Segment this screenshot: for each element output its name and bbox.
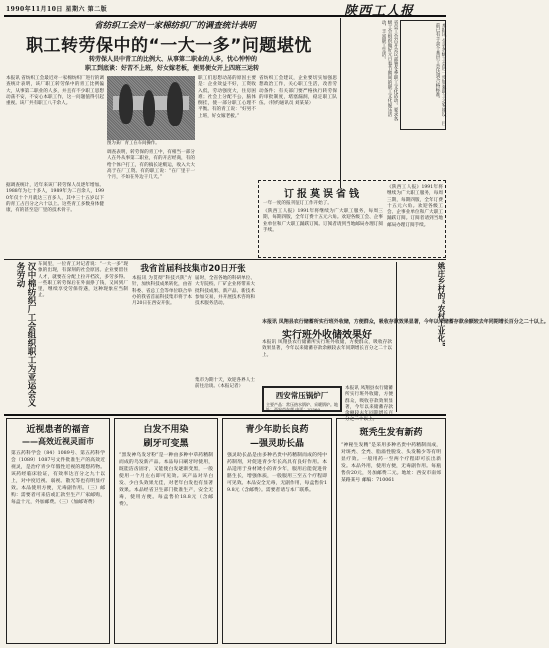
news-box-kicker: 本报讯 凤翔县农行储蓄所实行班外收储，方便群众，吸收存款效果显著，今年以来储蓄存款余额较去年同期增长百分之二十以上。 [262, 319, 549, 325]
side-box-text: 本报讯 全省各级工会进一步加强职工之家建设，目前已有千余个基层工会达到合格标准。 [435, 23, 446, 126]
lead-body-3: 调查表明，转劳保的青工中，有相当一部分人在外从事第二职业，有的开店经商，有的给个体户打工，有的搞长途贩运，收入大大高于在厂工资。有的职工说：“在厂里干一个月，不如在外边干几天。” [107, 150, 195, 181]
lead-headline: 职工转劳保中的“一大一多”问题堪忧 [26, 36, 312, 56]
subscription-ad-body-2: 《陕西工人报》1991年将继续为广大职工服务，每周三期，每期四版，全年订费十五元六角。欢迎各级工会、企事业单位和广大职工踊跃订阅。订阅者请到当地邮局办理订阅手续。 [387, 185, 443, 228]
lead-body-4: 职工们思想动荡的原因主要是：企业效益不好，工资收入低，劳动强度大，住房困难；社会上分配不公，脑体倒挂，使一部分职工心理不平衡。有的青工说：“好男不上班，好女嫁老板。” [198, 76, 256, 119]
bottom-1-body: 第五药科学会（84）1089号、第五药科学会（1089）1087号文件批准生产的高效近视灵，是治疗青少年假性近视的理想药物。该药经临床验证，有效率达百分之九十以上，对中度近视、弱视、散光等也有明显疗效。本品使用方便，无毒副作用。（三）邮购：需要者可来信或汇款至生产厂家邮购，每盒十元，外加邮费。（三）（加邮寄费） [11, 451, 105, 505]
bottom-3-headline: 青少年助长良药 [245, 425, 309, 435]
bottom-3-subhead: —强灵助长晶 [249, 439, 304, 449]
bottom-4-headline: 斑秃生发有新药 [359, 428, 423, 438]
newspaper-logo: 陕西工人报 [344, 4, 415, 19]
bottom-2-body: “黑发神乌发牙粉”是一种由多种中草药精制而成的乌发新产品。本品每日刷牙时使用，既能洁齿固牙，又能使白发逐渐变黑，一般使用一个月左右即可见效。该产品对早白发、少白头效果尤佳，对老年白发也有显著效果。本品经省卫生部门批准生产，安全无毒，使用方便。每盒售价18.8元（含邮费）。 [119, 453, 213, 507]
news-box-body: 本报讯 凤翔县农行储蓄所实行班外收储，方便群众，吸收存款效果显著，今年以来储蓄存款余额较去年同期增长百分之二十以上。 [262, 340, 392, 358]
middle-body-2: 届时，全省各地的科研单位、大专院校、厂矿企业将带来大批科技成果、新产品、新技术参加交易，并开展技术咨询和技术服务活动。 [195, 276, 255, 307]
bottom-1-headline: 近视患者的福音 [26, 425, 90, 435]
middle-left-body: 车间里，一位青工对记者说：“一大一多”现象的出现，有深刻的社会原因。企业要留住人才，就要在分配上拉开档次，多劳多得。一些职工转劳保后在外面挣了钱，又回到厂里，继续享受劳保待遇，这种现象应当制止。 [38, 262, 128, 299]
right-vertical-headline: 姚庄乡村的“农村工业化” [437, 262, 446, 347]
news-box-extra: 本报讯 凤翔县农行储蓄所实行班外收储，方便群众，吸收存款效果显著，今年以来储蓄存款余额较去年同期增长百分之二十以上。 [345, 386, 393, 423]
right-column-rule [396, 262, 397, 412]
lead-body-2: 据调查统计，近年来该厂转劳保人员逐年增加。1988年为七十多人，1989年为二百余人，1990年仅十个月就达三百多人，其中三十五岁以下的青工占百分之六十以上。这些青工多数身体健康，有的甚至是厂里的技术骨干。 [6, 183, 104, 214]
vertical-headline: 汉中棉纺织厂工会组织职工为亚运会义务劳动 [15, 262, 36, 407]
middle-body-1: 本报讯 为贯彻“科技兴陕”方针，加快科技成果转化，由省科委、省总工会等单位联合举办的我省首届科技集市将于本月20日在西安开张。 [132, 276, 192, 307]
news-photo [107, 76, 195, 140]
bottom-2-subhead: 刷牙可变黑 [143, 439, 189, 449]
issue-line: 1990年11月10日 星期六 第二版 [6, 6, 108, 13]
subscription-ad-body: 《陕西工人报》1991年将继续为广大职工服务，每周三期，每期四版，全年订费十五元六角。欢迎各级工会、企事业单位和广大职工踊跃订阅。订阅者请到当地邮局办理订阅手续。 [263, 209, 383, 233]
bottom-article-1 [6, 418, 110, 644]
photo-caption: 图为某厂青工在车间操作。 [107, 141, 160, 146]
column-rule [340, 18, 341, 188]
bottom-1-subhead: ——高效近视灵面市 [22, 437, 94, 446]
boiler-ad [262, 386, 342, 412]
boiler-ad-title: 西安常压锅炉厂 [275, 391, 329, 400]
subscription-ad-title: 订报莫误省钱 [284, 189, 362, 200]
bottom-section-rule [4, 414, 446, 416]
bottom-2-headline: 白发不用染 [143, 425, 189, 435]
lead-body-1: 本报讯 省纺织工会最近对一家棉纺织厂进行的调查统计表明，该厂职工转劳保中的青工比例偏大，从事第二职业的人多，并且有不少职工思想动荡不安，不安心本职工作，这一问题值得引起重视。该厂共有职工八千余人。 [6, 76, 104, 107]
bottom-article-3 [222, 418, 332, 644]
bottom-article-4 [336, 418, 446, 644]
side-box [400, 20, 446, 130]
news-box-headline: 实行班外收储效果好 [282, 330, 372, 341]
side-top-right-text: 省总工会召开会议部署冬季职工文化活动。要求各级工会组织做好元旦春节期间的职工文化娱乐活动，丰富职工生活。 [381, 20, 398, 122]
lead-subhead-1: 转劳保人员中青工的比例大、从事第二职业的人多，忧心忡忡的 [88, 56, 257, 63]
subscription-ad-sub: 一年一度的报刊征订工作开始了。 [263, 201, 332, 206]
lead-body-5: 省纺织工会建议，企业要切实加强思想政治工作，关心职工生活，改善劳动条件；有关部门要严格执行转劳保的审批制度，堵塞漏洞，稳定职工队伍。（特约通讯员 刘某某） [259, 76, 337, 107]
bottom-3-body: 强灵助长晶是由多种名贵中药精制而成的纯中药制剂，对促进青少年长高具有良好作用。本品适用于身材矮小的青少年，服用后能促进骨骼生长，增强体质，一般服用三至五个疗程即可见效。本品安全无毒，无副作用，每盒售价19.8元（含邮费）。需要者请与本厂联系。 [227, 453, 327, 493]
masthead-rule [4, 15, 446, 17]
middle-body-3: 集市为期十天，欢迎各界人士前往洽谈。（本报记者） [195, 378, 255, 390]
boiler-ad-body: 主要产品：常压热水锅炉、采暖锅炉。地址：西安市东郊 电话：32560 [266, 402, 338, 412]
section-rule [4, 259, 446, 260]
bottom-4-body: “神秘生发精”是采用多种名贵中药精制而成，对斑秃、全秃、脂溢性脱发、头发稀少等有明显疗效。一般用药一至两个疗程即可长出新发。本品外用，使用方便，无毒副作用。每瓶售价20元，另加邮费二元。地址：西安市南郊某路某号 邮编：710061 [341, 443, 441, 483]
middle-headline: 我省首届科技集市20日开张 [140, 264, 246, 274]
lead-subhead-2: 职工到底谈：好苦不上班，好女嫁老板，便男便女开上四班三运转 [84, 65, 259, 72]
bottom-article-2 [114, 418, 218, 644]
subscription-ad [258, 180, 446, 258]
lead-kicker: 省纺织工会对一家棉纺织厂的调查统计表明 [94, 21, 256, 31]
